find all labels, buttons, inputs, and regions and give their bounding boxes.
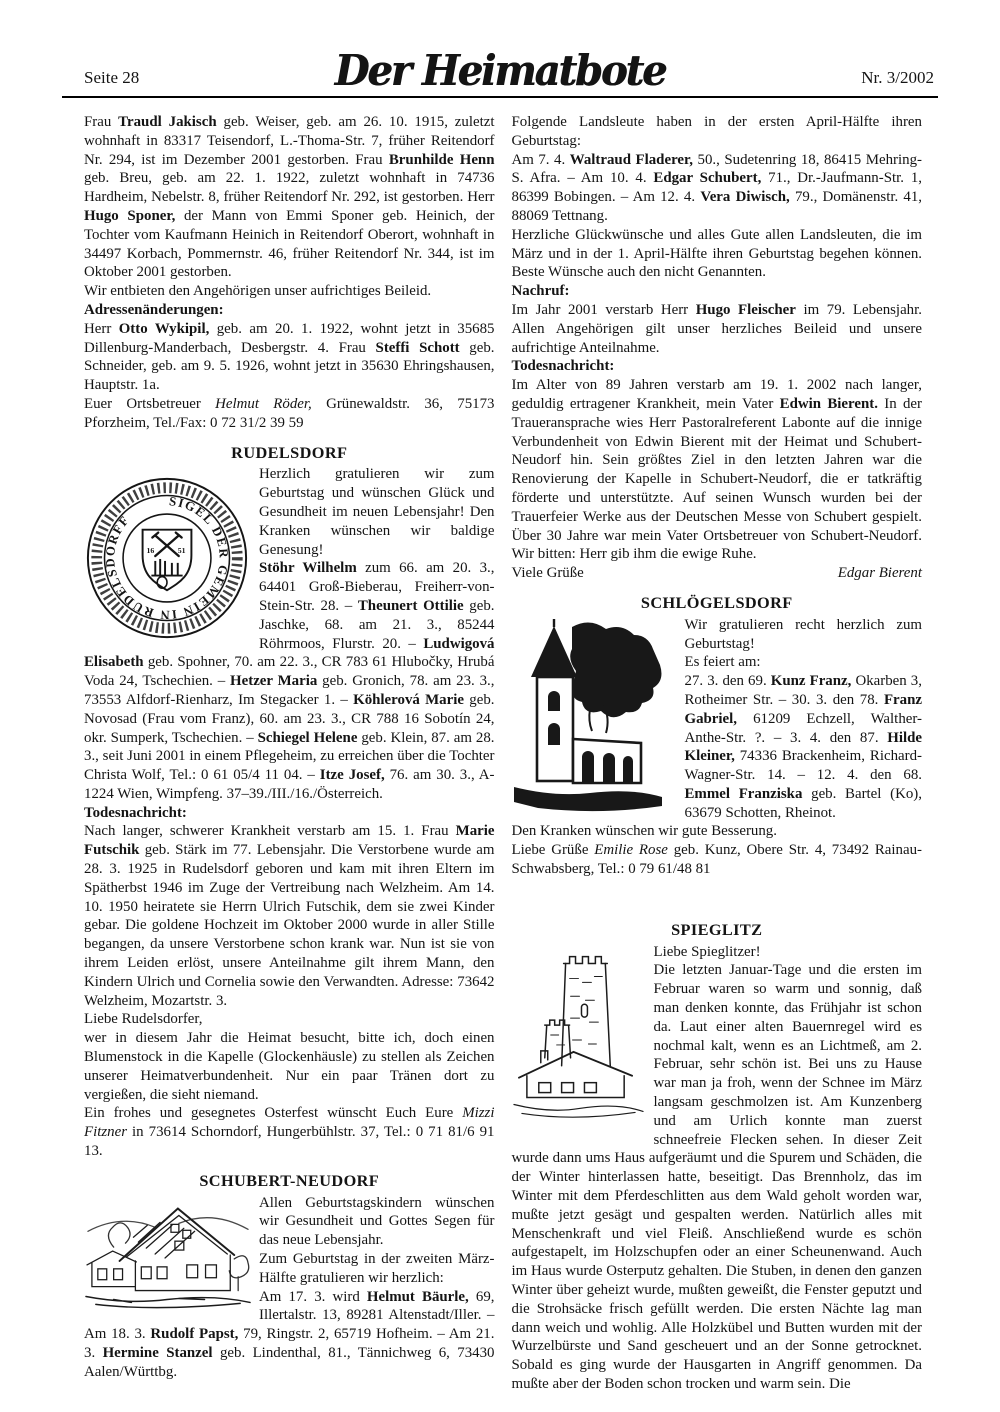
- church-spire: [531, 626, 577, 677]
- seal-year-right: 51: [177, 546, 186, 556]
- condolence-line: Wir entbieten den Angehörigen unser aufrichtiges Beileid.: [84, 283, 432, 300]
- church-ground: [514, 787, 662, 811]
- april-birthday-intro: Folgende Landsleute haben in der ersten April-Hälfte ihren Geburtstag:: [511, 114, 922, 149]
- schloegelsdorf-feiert-line: Es feiert am:: [684, 654, 761, 671]
- rudelsdorf-birthday-list: Stöhr Wilhelm zum 66. am 20. 3., 64401 Groß-Bieberau, Freiherr-von-Stein-Str. 28. – Theunert Ottilie geb. Jaschke, 68. am 21. 3., 85244 Röhrmoos, Flurstr. 20. – Ludwigová Elisabeth geb. Spohner, 70. am 22. 3., CR 783 61 Hlubočky, Hrubá Voda 24, Tschechien. – Hetzer Maria geb. Gronich, 78. am 23. 3., 73553 Alfdorf-Rienharz, Im Stegacker 1. – Köhlerová Marie geb. Novosad (Frau vom Franz), 60. am 23. 3., CR 788 16 Sobotín 24, okr. Sumperk, Tschechien. – Schiegel Helene geb. Klein, 87. am 28. 3., seit Juni 2001 in einem Pflegeheim, zu erreichen über die Tochter Christa Wolf, Tel.: 0 61 05/4 11 04. – Itze Josef, 76. am 30. 3., A-1224 Wien, Wimpfeng. 37–39./III./16./Österreich.: [84, 560, 495, 802]
- tower-house-roof: [518, 1052, 631, 1078]
- rudelsdorf-greeting: Herzlich gratulieren wir zum Geburtstag und wünschen Glück und Gesundheit im neuen Lebensjahr! Den Kranken wünschen wir baldige Genesung!: [259, 466, 495, 558]
- section-heading-spieglitz: SPIEGLITZ: [671, 919, 763, 939]
- rudelsdorf-easter-paragraph: Ein frohes und gesegnetes Osterfest wünscht Euch Eure Mizzi Fitzner in 73614 Schorndorf, Hungerbühlstr. 37, Tel.: 0 71 81/6 91 13.: [84, 1105, 495, 1160]
- rudelsdorf-request-paragraph: wer in diesem Jahr die Heimat besucht, bitte ich, doch einen Blumenstock in die Kapelle (Glockenhäusle) zu stellen als Zeichen unserer Heimatverbundenheit. Nur ein paar Tränen dort zu vergießen, die sieht niemand.: [84, 1030, 495, 1103]
- page-number: Seite 28: [84, 68, 140, 87]
- masthead-title: Der Heimatbote: [334, 45, 666, 96]
- april-birthday-list: Am 7. 4. Waltraud Fladerer, 50., Sudetenring 18, 86415 Mehring-S. Afra. – Am 10. 4. Edgar Schubert, 71., Dr.-Jaufmann-Str. 1, 86399 Bobingen. – Am 12. 4. Vera Diwisch, 79., Domänenstr. 41, 88069 Tettnang.: [511, 151, 922, 224]
- schloegelsdorf-church-illustration: [512, 619, 664, 815]
- spieglitz-salutation: Liebe Spieglitzer!: [653, 943, 761, 960]
- section-heading-rudelsdorf: RUDELSDORF: [231, 442, 348, 462]
- schubert-neudorf-birthday-list: Am 17. 3. wird Helmut Bäurle, 69, Illertalstr. 13, 89281 Altenstadt/Iller. – Am 18. 3. Rudolf Papst, 79, Ringstr. 2, 65719 Hofheim. – Am 21. 3. Hermine Stanzel geb. Lindenthal, 81., Tännichweg 6, 73430 Aalen/Württbg.: [84, 1288, 495, 1380]
- rudelsdorf-seal-illustration: [84, 470, 250, 646]
- address-changes-paragraph: Herr Otto Wykipil, geb. am 20. 1. 1922, wohnt jetzt in 35685 Dillenburg-Manderbach, Desbergstr. 4. Frau Steffi Schott geb. Schneider, geb. am 9. 5. 1926, wohnt jetzt in 35630 Ehringshausen, Hauptstr. 1a.: [84, 320, 495, 394]
- article-columns: [0, 98, 1000, 1394]
- schloegelsdorf-regards: Liebe Grüße Emilie Rose geb. Kunz, Obere Str. 4, 73492 Rainau-Schwabsberg, Tel.: 0 79 61/48 81: [511, 842, 922, 878]
- nachruf-paragraph: Im Jahr 2001 verstarb Herr Hugo Fleischer im 79. Lebensjahr. Allen Angehörigen gilt unser herzliches Beileid und unsere aufrichtige Anteilnahme.: [511, 301, 922, 356]
- signoff-signature: Edgar Bierent: [837, 565, 922, 582]
- left-column: [84, 113, 495, 1394]
- rudelsdorf-dear-line: Liebe Rudelsdorfer,: [84, 1011, 203, 1028]
- church-tree-foliage: [570, 622, 661, 717]
- right-death-paragraph: Im Alter von 89 Jahren verstarb am 19. 1. 2002 nach langer, geduldig ertragener Krankheit, mein Vater Edwin Bierent. In der Traueransprache wies Herr Pastoralreferent Labonte auf die innige Verbundenheit von Edwin Bierent mit der Heimat und Schubert-Neudorf hin. Sein größtes Ziel in den letzten Jahren war die Renovierung der Kapelle in Schubert-Neudorf, die er tatkräftig förderte und unterstützte. Auf seinen Wunsch wurden bei der Trauerfeier Werke aus der Deutschen Messe von Schubert gespielt. Über 30 Jahre war mein Vater Ortsbetreuer von Schubert-Neudorf. Wir bitten: Herr gib ihm die ewige Ruhe.: [511, 377, 922, 563]
- signoff-row: [512, 564, 923, 583]
- address-changes-heading: Adressenänderungen:: [84, 301, 224, 318]
- section-heading-schloegelsdorf: SCHLÖGELSDORF: [640, 592, 793, 612]
- section-heading-schubert-neudorf: SCHUBERT-NEUDORF: [199, 1170, 380, 1190]
- signoff-greeting: Viele Grüße: [511, 565, 584, 582]
- nachruf-heading: Nachruf:: [511, 283, 570, 300]
- spieglitz-letter-paragraph: Die letzten Januar-Tage und die ersten im Februar waren so warm und sonnig, daß man denken konnte, das Frühjahr ist schon da. Laut einer alten Bauernregel wird es nochmal kalt, wenn es an Lichtmeß, am 2. Februar, sehr schön ist. Bei uns zu Hause war man ja froh, wenn der Schnee im März langsam geschmolzen ist. Am Kunzenberg und am Urlich konnte man zuerst schneefreie Flecken sehen. In dieser Zeit wurde dann ums Haus aufgeräumt und die Spurem und Schäden, die der Winter hinterlassen hatte, beseitigt. Das Brennholz, das im Winter mit dem Pferdeschlitten aus dem Wald geholt worden war, mußte jetzt gesägt und gespalten werden. Natürlich alles mit Menschenkraft und viel Fleiß. Anschließend wurde es schön aufgestapelt, im Holzschupfen oder an einer Scheunenwand. Auch im Haus wurde Osterputz gehalten. Die Stuben, in denen den ganzen Winter über geheizt wurde, mußten geweißt, die Fenster geputzt und die Strohsäcke frisch gefüllt werden. Die ersten Nächte lag man dann weich und wohlig. Alle Holzkübel und Butten wurden mit der Wurzelbürste und Sand gescheuert und an der Sonne getrocknet. Sobald es ging wurde der Hausgarten in Angriff genommen. Da mußte aber der Boden schon trocken und warm sein. Die: [511, 962, 922, 1392]
- rudelsdorf-death-heading: Todesnachricht:: [84, 804, 187, 821]
- spieglitz-tower-illustration: [512, 946, 646, 1128]
- page-header: [0, 0, 1000, 96]
- schubert-neudorf-intro2: Zum Geburtstag in der zweiten März-Hälfte gratulieren wir herzlich:: [259, 1251, 495, 1286]
- schubert-neudorf-farmhouse-illustration: [84, 1199, 252, 1311]
- schloegelsdorf-birthday-list: 27. 3. den 69. Kunz Franz, Okarben 3, Rotheimer Str. – 30. 3. den 78. Franz Gabriel, 61209 Echzell, Walther-Anthe-Str. ?. – 3. 4. den 87. Hilde Kleiner, 74336 Brackenheim, Richard-Wagner-Str. 14. – 12. 4. den 68. Emmel Franziska geb. Bartel (Ko), 63679 Schotten, Rheinot.: [684, 673, 922, 821]
- right-death-heading: Todesnachricht:: [511, 358, 615, 375]
- caretaker-line: Euer Ortsbetreuer Helmut Röder, Grünewaldstr. 36, 75173 Pforzheim, Tel./Fax: 0 72 31/2 39 59: [84, 395, 495, 431]
- congrats-paragraph: Herzliche Glückwünsche und alles Gute allen Landsleuten, die im März und in der 1. April-Hälfte ihren Geburtstag begehen können. Beste Wünsche auch den nicht Genannten.: [511, 226, 922, 281]
- schloegelsdorf-wishes: Den Kranken wünschen wir gute Besserung.: [511, 823, 777, 840]
- deaths-paragraph: Frau Traudl Jakisch geb. Weiser, geb. am 26. 10. 1915, zuletzt wohnhaft in 83317 Teisendorf, L.-Thoma-Str. 7, früher Reitendorf Nr. 294, ist im Dezember 2001 gestorben. Frau Brunhilde Henn geb. Breu, geb. am 22. 1. 1922, zuletzt wohnhaft in 74736 Hardheim, Nebelstr. 8, früher Reitendorf Nr. 292, ist gestorben. Herr Hugo Sponer, der Mann von Emmi Sponer geb. Heinich, der Tochter vom Kaufmann Heinich in Reitendorf Oberort, wohnhaft in 34497 Korbach, Pommernstr. 46, früher Reitendorf Nr. 344, ist im Oktober 2001 gestorben.: [84, 114, 495, 281]
- seal-ring-text: SIGEL DER GEMEIN IN RUDELSDORFF: [103, 494, 231, 623]
- schloegelsdorf-greeting: Wir gratulieren recht herzlich zum Geburtstag!: [684, 616, 922, 652]
- rudelsdorf-death-paragraph: Nach langer, schwerer Krankheit verstarb am 15. 1. Frau Marie Futschik geb. Stärk im 77. Lebensjahr. Die Verstorbene wurde am 28. 3. 1925 in Rudelsdorf geboren und kam mit ihren Eltern im Spätherbst 1946 im Zuge der Vertreibung nach Welzheim. Am 14. 10. 1950 heiratete sie Herrn Ulrich Futschik, dem sie zwei Kinder gebar. Die goldene Hochzeit im Oktober 2000 wurde in aller Stille begangen, da unsere Verstorbene schon krank war. Nun ist sie von ihrem Leiden erlöst, unsere Anteilnahme gilt ihrem Mann, den Kindern Ulrich und Cornelia sowie den Verwandten. Adresse: 73642 Welzheim, Mozartstr. 3.: [84, 823, 495, 1009]
- turret: [544, 1020, 570, 1058]
- right-column: [512, 113, 923, 1394]
- issue-number: Nr. 3/2002: [861, 68, 934, 87]
- seal-year-left: 16: [146, 546, 155, 556]
- tower-battlements: [563, 956, 607, 963]
- schubert-neudorf-intro: Allen Geburtstagskindern wünschen wir Gesundheit und Gottes Segen für das neue Lebensjahr.: [259, 1194, 495, 1249]
